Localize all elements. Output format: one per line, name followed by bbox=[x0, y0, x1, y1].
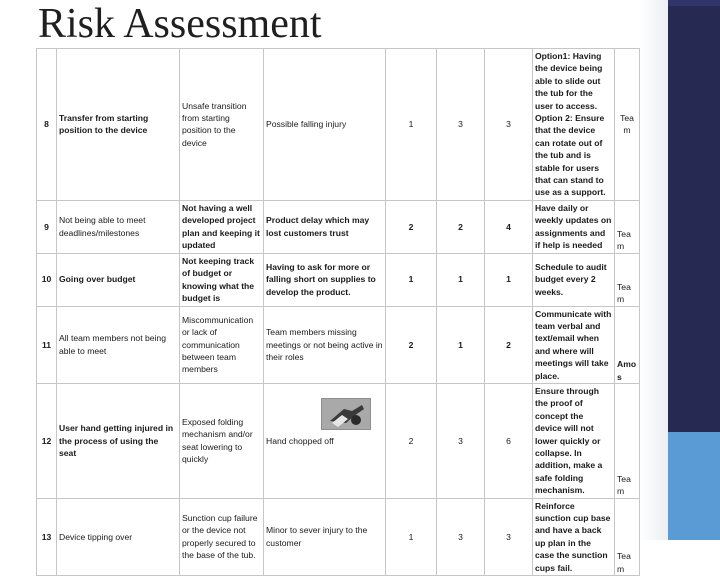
mitigation-cell: Communicate with team verbal and text/email when and where will meetings will take place. bbox=[533, 306, 615, 383]
effect-cell: Having to ask for more or falling short on supplies to develop the product. bbox=[264, 253, 386, 306]
cause-cell: Sunction cup failure or the device not properly secured to the base of the tub. bbox=[180, 498, 264, 575]
mitigation-cell: Ensure through the proof of concept the device will not lower quickly or collapse. In addition, make a safe folding mechanism. bbox=[533, 383, 615, 498]
risk-cell: Transfer from starting position to the device bbox=[57, 49, 180, 201]
severity-cell: 1 bbox=[386, 253, 437, 306]
owner-cell: Team bbox=[615, 498, 640, 575]
cause-cell: Miscommunication or lack of communication between team members bbox=[180, 306, 264, 383]
slide-title: Risk Assessment bbox=[38, 1, 322, 47]
sidebar-accent-top bbox=[668, 0, 720, 6]
row-number: 8 bbox=[37, 49, 57, 201]
severity-cell: 1 bbox=[386, 49, 437, 201]
table-row bbox=[37, 200, 640, 253]
rating-cell: 4 bbox=[485, 200, 533, 253]
occurrence-cell: 3 bbox=[437, 49, 485, 201]
cause-cell: Unsafe transition from starting position to the device bbox=[180, 49, 264, 201]
table-row bbox=[37, 253, 640, 306]
mitigation-cell: Option1: Having the device being able to slide out the tub for the user to access. Option 2: Ensure that the device can rotate out of the tub and is stable for users that can stand to use as a support. bbox=[533, 49, 615, 201]
cause-cell: Not having a well developed project plan and keeping it updated bbox=[180, 200, 264, 253]
owner-cell: Amos bbox=[615, 306, 640, 383]
row-number: 11 bbox=[37, 306, 57, 383]
risk-cell: User hand getting injured in the process of using the seat bbox=[57, 383, 180, 498]
hand-photo bbox=[321, 398, 371, 430]
sidebar-accent-block bbox=[668, 432, 720, 540]
cause-cell: Not keeping track of budget or knowing what the budget is bbox=[180, 253, 264, 306]
risk-cell: All team members not being able to meet bbox=[57, 306, 180, 383]
risk-cell: Not being able to meet deadlines/milestones bbox=[57, 200, 180, 253]
effect-cell: Product delay which may lost customers trust bbox=[264, 200, 386, 253]
occurrence-cell: 3 bbox=[437, 498, 485, 575]
rating-cell: 6 bbox=[485, 383, 533, 498]
table-row bbox=[37, 383, 640, 498]
table-row bbox=[37, 306, 640, 383]
mitigation-cell: Reinforce sunction cup base and have a back up plan in the case the sunction cups fail. bbox=[533, 498, 615, 575]
table-row bbox=[37, 49, 640, 201]
row-number: 9 bbox=[37, 200, 57, 253]
risk-cell: Device tipping over bbox=[57, 498, 180, 575]
owner-cell: Team bbox=[615, 49, 640, 201]
row-number: 13 bbox=[37, 498, 57, 575]
owner-cell: Team bbox=[615, 253, 640, 306]
severity-cell: 2 bbox=[386, 306, 437, 383]
mitigation-cell: Have daily or weekly updates on assignments and if help is needed bbox=[533, 200, 615, 253]
severity-cell: 1 bbox=[386, 498, 437, 575]
effect-cell: Possible falling injury bbox=[264, 49, 386, 201]
occurrence-cell: 1 bbox=[437, 306, 485, 383]
risk-table bbox=[36, 48, 640, 576]
rating-cell: 3 bbox=[485, 498, 533, 575]
occurrence-cell: 2 bbox=[437, 200, 485, 253]
severity-cell: 2 bbox=[386, 200, 437, 253]
occurrence-cell: 1 bbox=[437, 253, 485, 306]
risk-cell: Going over budget bbox=[57, 253, 180, 306]
row-number: 12 bbox=[37, 383, 57, 498]
slide-edge-shade bbox=[640, 0, 668, 540]
rating-cell: 3 bbox=[485, 49, 533, 201]
slide-sidebar bbox=[668, 0, 720, 540]
rating-cell: 2 bbox=[485, 306, 533, 383]
mitigation-cell: Schedule to audit budget every 2 weeks. bbox=[533, 253, 615, 306]
owner-cell: Team bbox=[615, 383, 640, 498]
rating-cell: 1 bbox=[485, 253, 533, 306]
effect-cell bbox=[264, 383, 386, 498]
effect-cell: Minor to sever injury to the customer bbox=[264, 498, 386, 575]
cause-cell: Exposed folding mechanism and/or seat lowering to quickly bbox=[180, 383, 264, 498]
row-number: 10 bbox=[37, 253, 57, 306]
owner-cell: Team bbox=[615, 200, 640, 253]
occurrence-cell: 3 bbox=[437, 383, 485, 498]
effect-text: Hand chopped off bbox=[266, 435, 334, 446]
table-row bbox=[37, 498, 640, 575]
effect-cell: Team members missing meetings or not being active in their roles bbox=[264, 306, 386, 383]
severity-cell: 2 bbox=[386, 383, 437, 498]
